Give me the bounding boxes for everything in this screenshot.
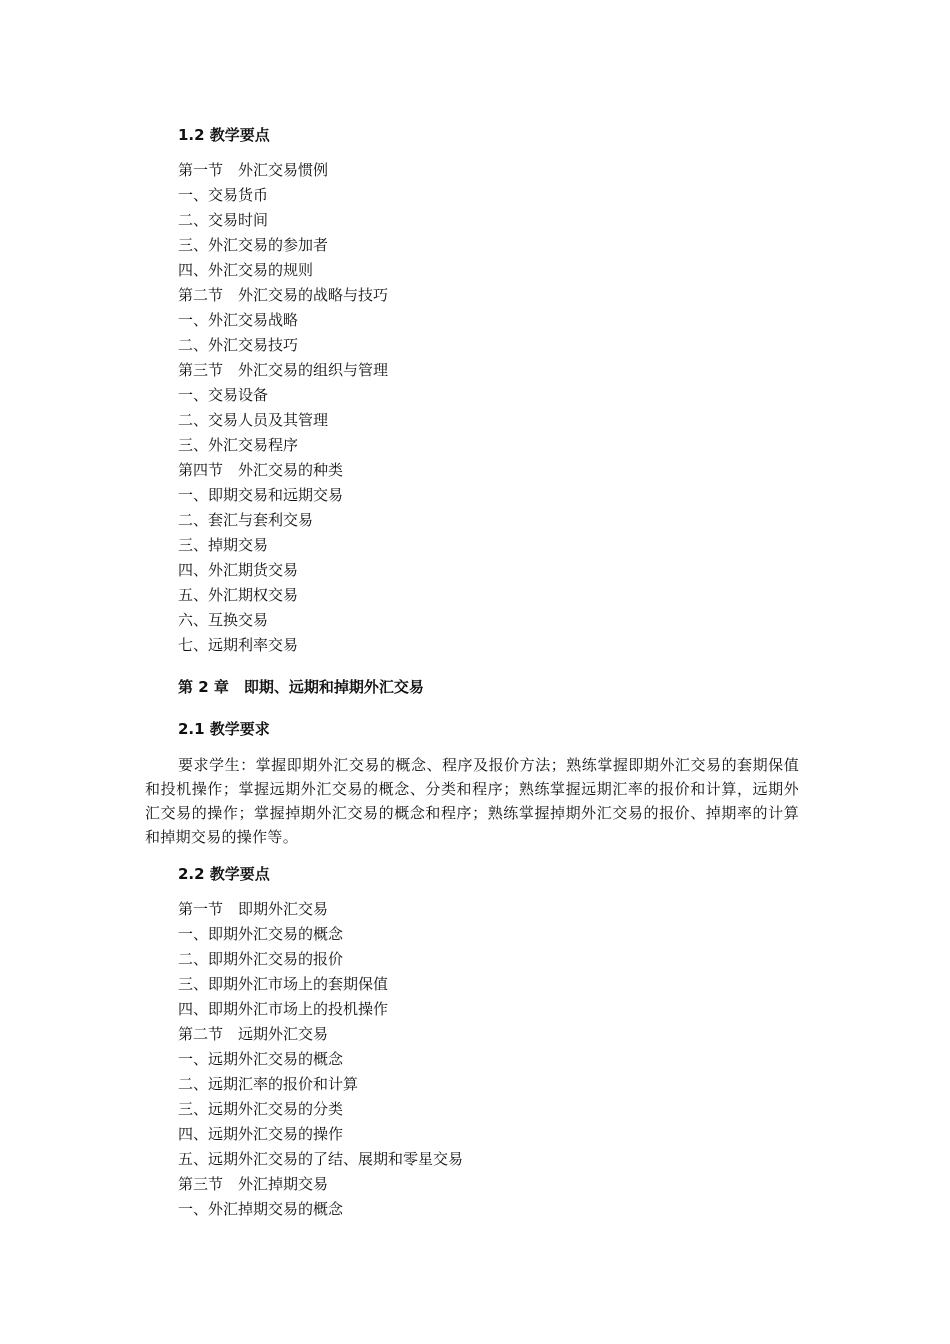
list-item: 三、即期外汇市场上的套期保值 [178, 975, 389, 993]
list-item: 第一节 即期外汇交易 [178, 900, 329, 918]
list-item: 一、即期交易和远期交易 [178, 486, 344, 504]
chapter-2-heading: 第 2 章 即期、远期和掉期外汇交易 [178, 678, 424, 696]
section-2-1-paragraph: 要求学生：掌握即期外汇交易的概念、程序及报价方法；熟练掌握即期外汇交易的套期保值和投机操作；掌握远期外汇交易的概念、分类和程序；熟练掌握远期汇率的报价和计算，远期外汇交易的操作；掌握掉期外汇交易的概念和程序；熟练掌握掉期外汇交易的报价、掉期率的计算和掉期交易的操作等。 [145, 756, 799, 846]
list-item: 六、互换交易 [178, 611, 269, 629]
list-item: 四、外汇期货交易 [178, 561, 299, 579]
list-item: 第二节 外汇交易的战略与技巧 [178, 286, 389, 304]
list-item: 一、远期外汇交易的概念 [178, 1050, 344, 1068]
list-item: 二、即期外汇交易的报价 [178, 950, 344, 968]
list-item: 七、远期利率交易 [178, 636, 299, 654]
section-2-1-heading: 2.1 教学要求 [178, 720, 270, 738]
list-item: 三、外汇交易的参加者 [178, 236, 329, 254]
list-item: 二、交易人员及其管理 [178, 411, 329, 429]
list-item: 第三节 外汇交易的组织与管理 [178, 361, 389, 379]
section-2-2-heading: 2.2 教学要点 [178, 865, 270, 883]
list-item: 三、远期外汇交易的分类 [178, 1100, 344, 1118]
section-1-2-heading: 1.2 教学要点 [178, 126, 270, 144]
list-item: 第四节 外汇交易的种类 [178, 461, 344, 479]
list-item: 二、套汇与套利交易 [178, 511, 314, 529]
section-1-2-list [178, 158, 388, 658]
list-item: 第一节 外汇交易惯例 [178, 161, 329, 179]
list-item: 一、即期外汇交易的概念 [178, 925, 344, 943]
list-item: 四、即期外汇市场上的投机操作 [178, 1000, 389, 1018]
list-item: 四、远期外汇交易的操作 [178, 1125, 344, 1143]
section-2-2-list [178, 897, 463, 1222]
list-item: 一、外汇交易战略 [178, 311, 299, 329]
list-item: 一、外汇掉期交易的概念 [178, 1200, 344, 1218]
list-item: 一、交易货币 [178, 186, 269, 204]
list-item: 二、外汇交易技巧 [178, 336, 299, 354]
list-item: 第三节 外汇掉期交易 [178, 1175, 329, 1193]
list-item: 第二节 远期外汇交易 [178, 1025, 329, 1043]
list-item: 四、外汇交易的规则 [178, 261, 314, 279]
list-item: 五、远期外汇交易的了结、展期和零星交易 [178, 1150, 464, 1168]
list-item: 一、交易设备 [178, 386, 269, 404]
list-item: 二、远期汇率的报价和计算 [178, 1075, 359, 1093]
list-item: 二、交易时间 [178, 211, 269, 229]
list-item: 五、外汇期权交易 [178, 586, 299, 604]
list-item: 三、外汇交易程序 [178, 436, 299, 454]
list-item: 三、掉期交易 [178, 536, 269, 554]
